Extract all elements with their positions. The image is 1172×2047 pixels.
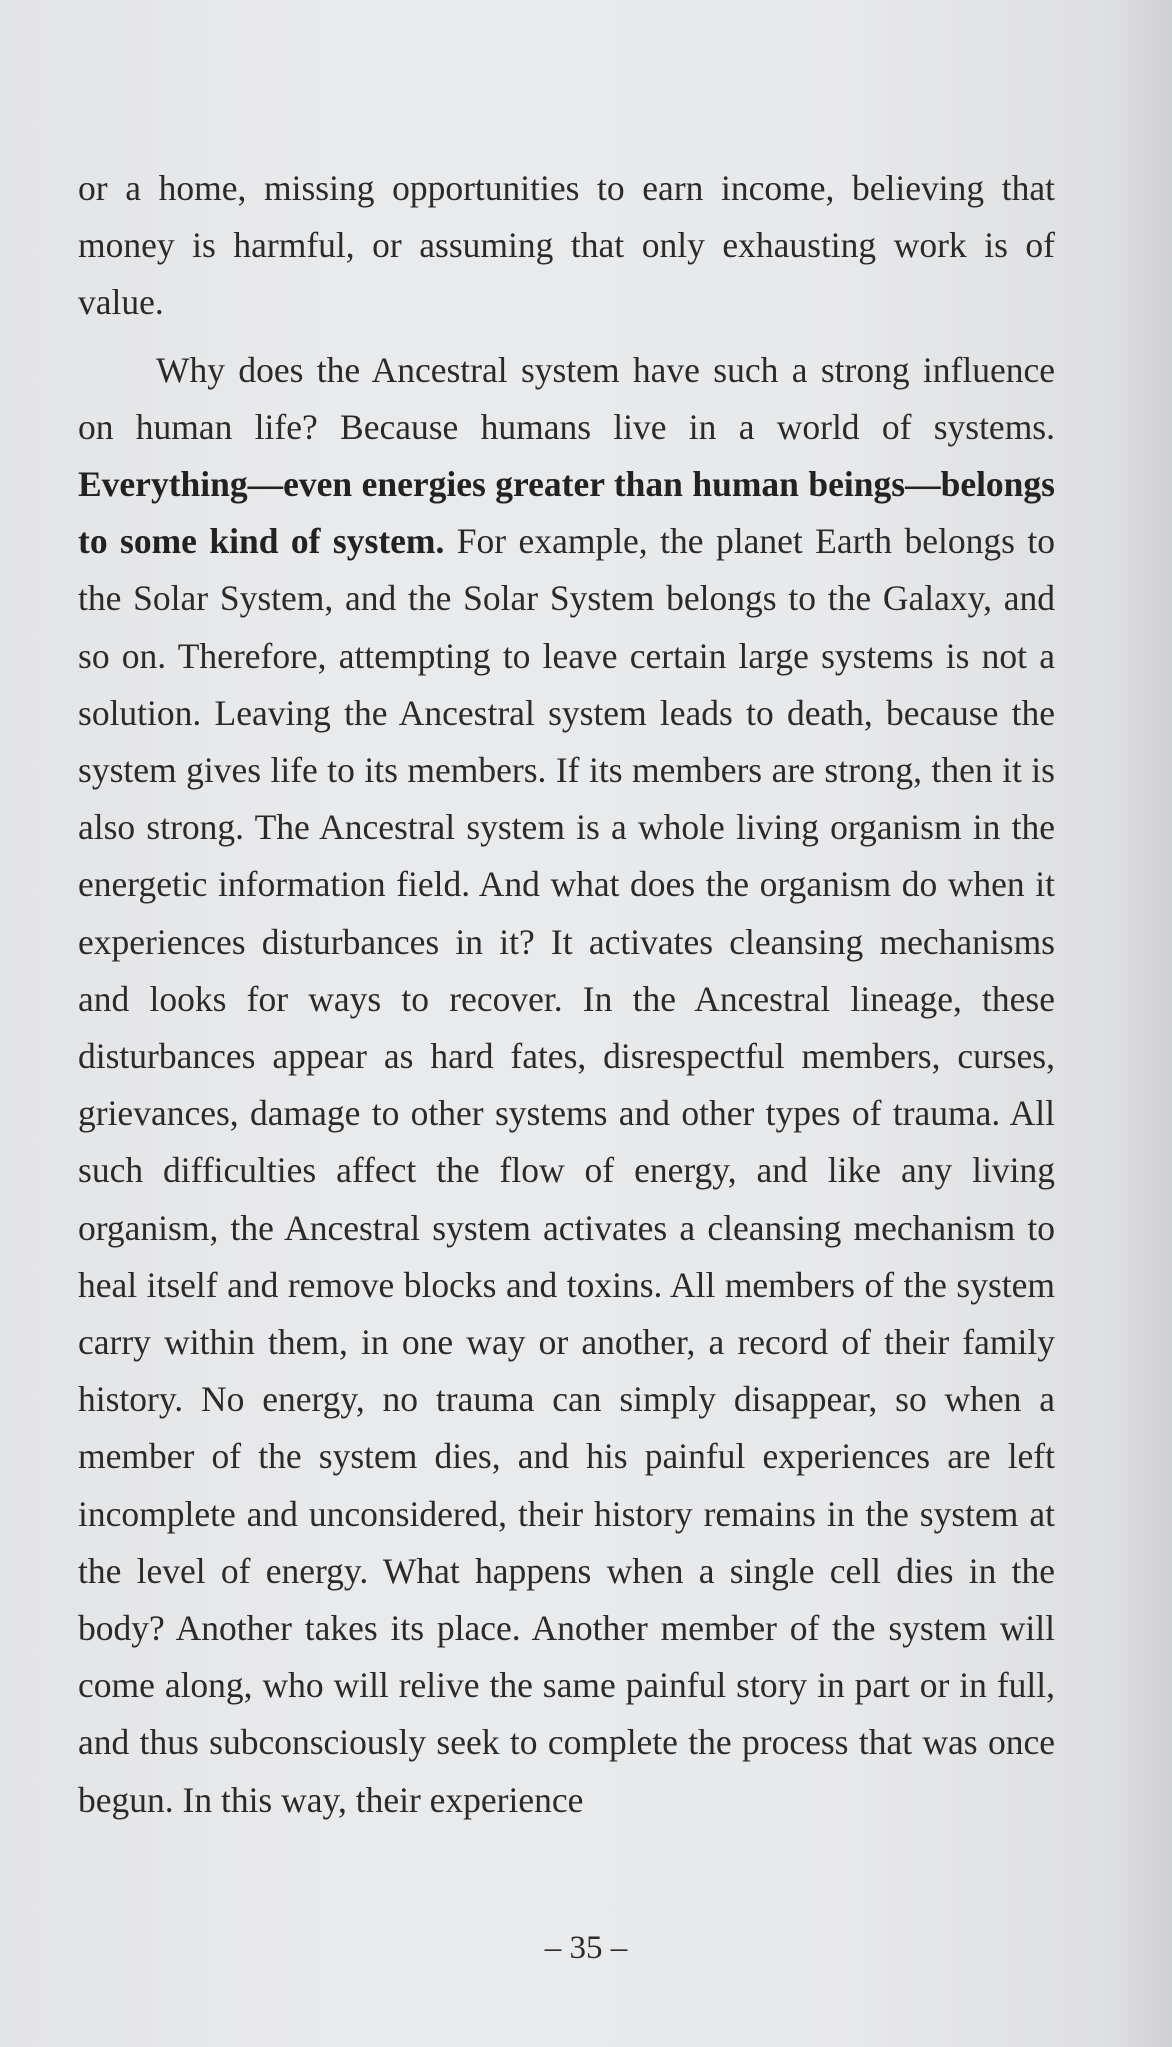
body-text [78, 160, 1055, 1829]
paragraph-rest: For example, the planet Earth belongs to the Solar System, and the Solar System belongs to the Galaxy, and so on. Therefore, attempting to leave certain large systems is not a solution. Leaving the Ancestral system leads to death, because the system gives life to its members. If its members are strong, then it is also strong. The Ancestral system is a whole living organism in the energetic information field. And what does the organism do when it experiences disturbances in it? It activates cleansing mechanisms and looks for ways to recover. In the Ancestral lineage, these disturbances appear as hard fates, disrespectful members, curses, grievances, damage to other systems and other types of trauma. All such difficulties affect the flow of energy, and like any living organism, the Ancestral system activates a cleansing mechanism to heal itself and remove blocks and toxins. All members of the system carry within them, in one way or another, a record of their family history. No energy, no trauma can simply disappear, so when a member of the system dies, and his painful experiences are left incomplete and unconsidered, their history remains in the system at the level of energy. What happens when a single cell dies in the body? Another takes its place. Another member of the system will come along, who will relive the same painful story in part or in full, and thus subconsciously seek to complete the process that was once begun. In this way, their experience [78, 521, 1055, 1820]
paragraph-continued: or a home, missing opportunities to earn income, believing that money is harmful, or assuming that only exhausting work is of value. [78, 168, 1055, 323]
paragraph-intro: Why does the Ancestral system have such a strong influence on human life? Because humans live in a world of systems. [78, 349, 1055, 447]
page-edge-shadow [1112, 0, 1172, 2047]
bold-statement: Everything—even energies greater than human beings—belongs to some kind of system. [78, 464, 1055, 562]
paragraph-main [78, 342, 1055, 1829]
page-number: – 35 – [544, 1930, 628, 1966]
